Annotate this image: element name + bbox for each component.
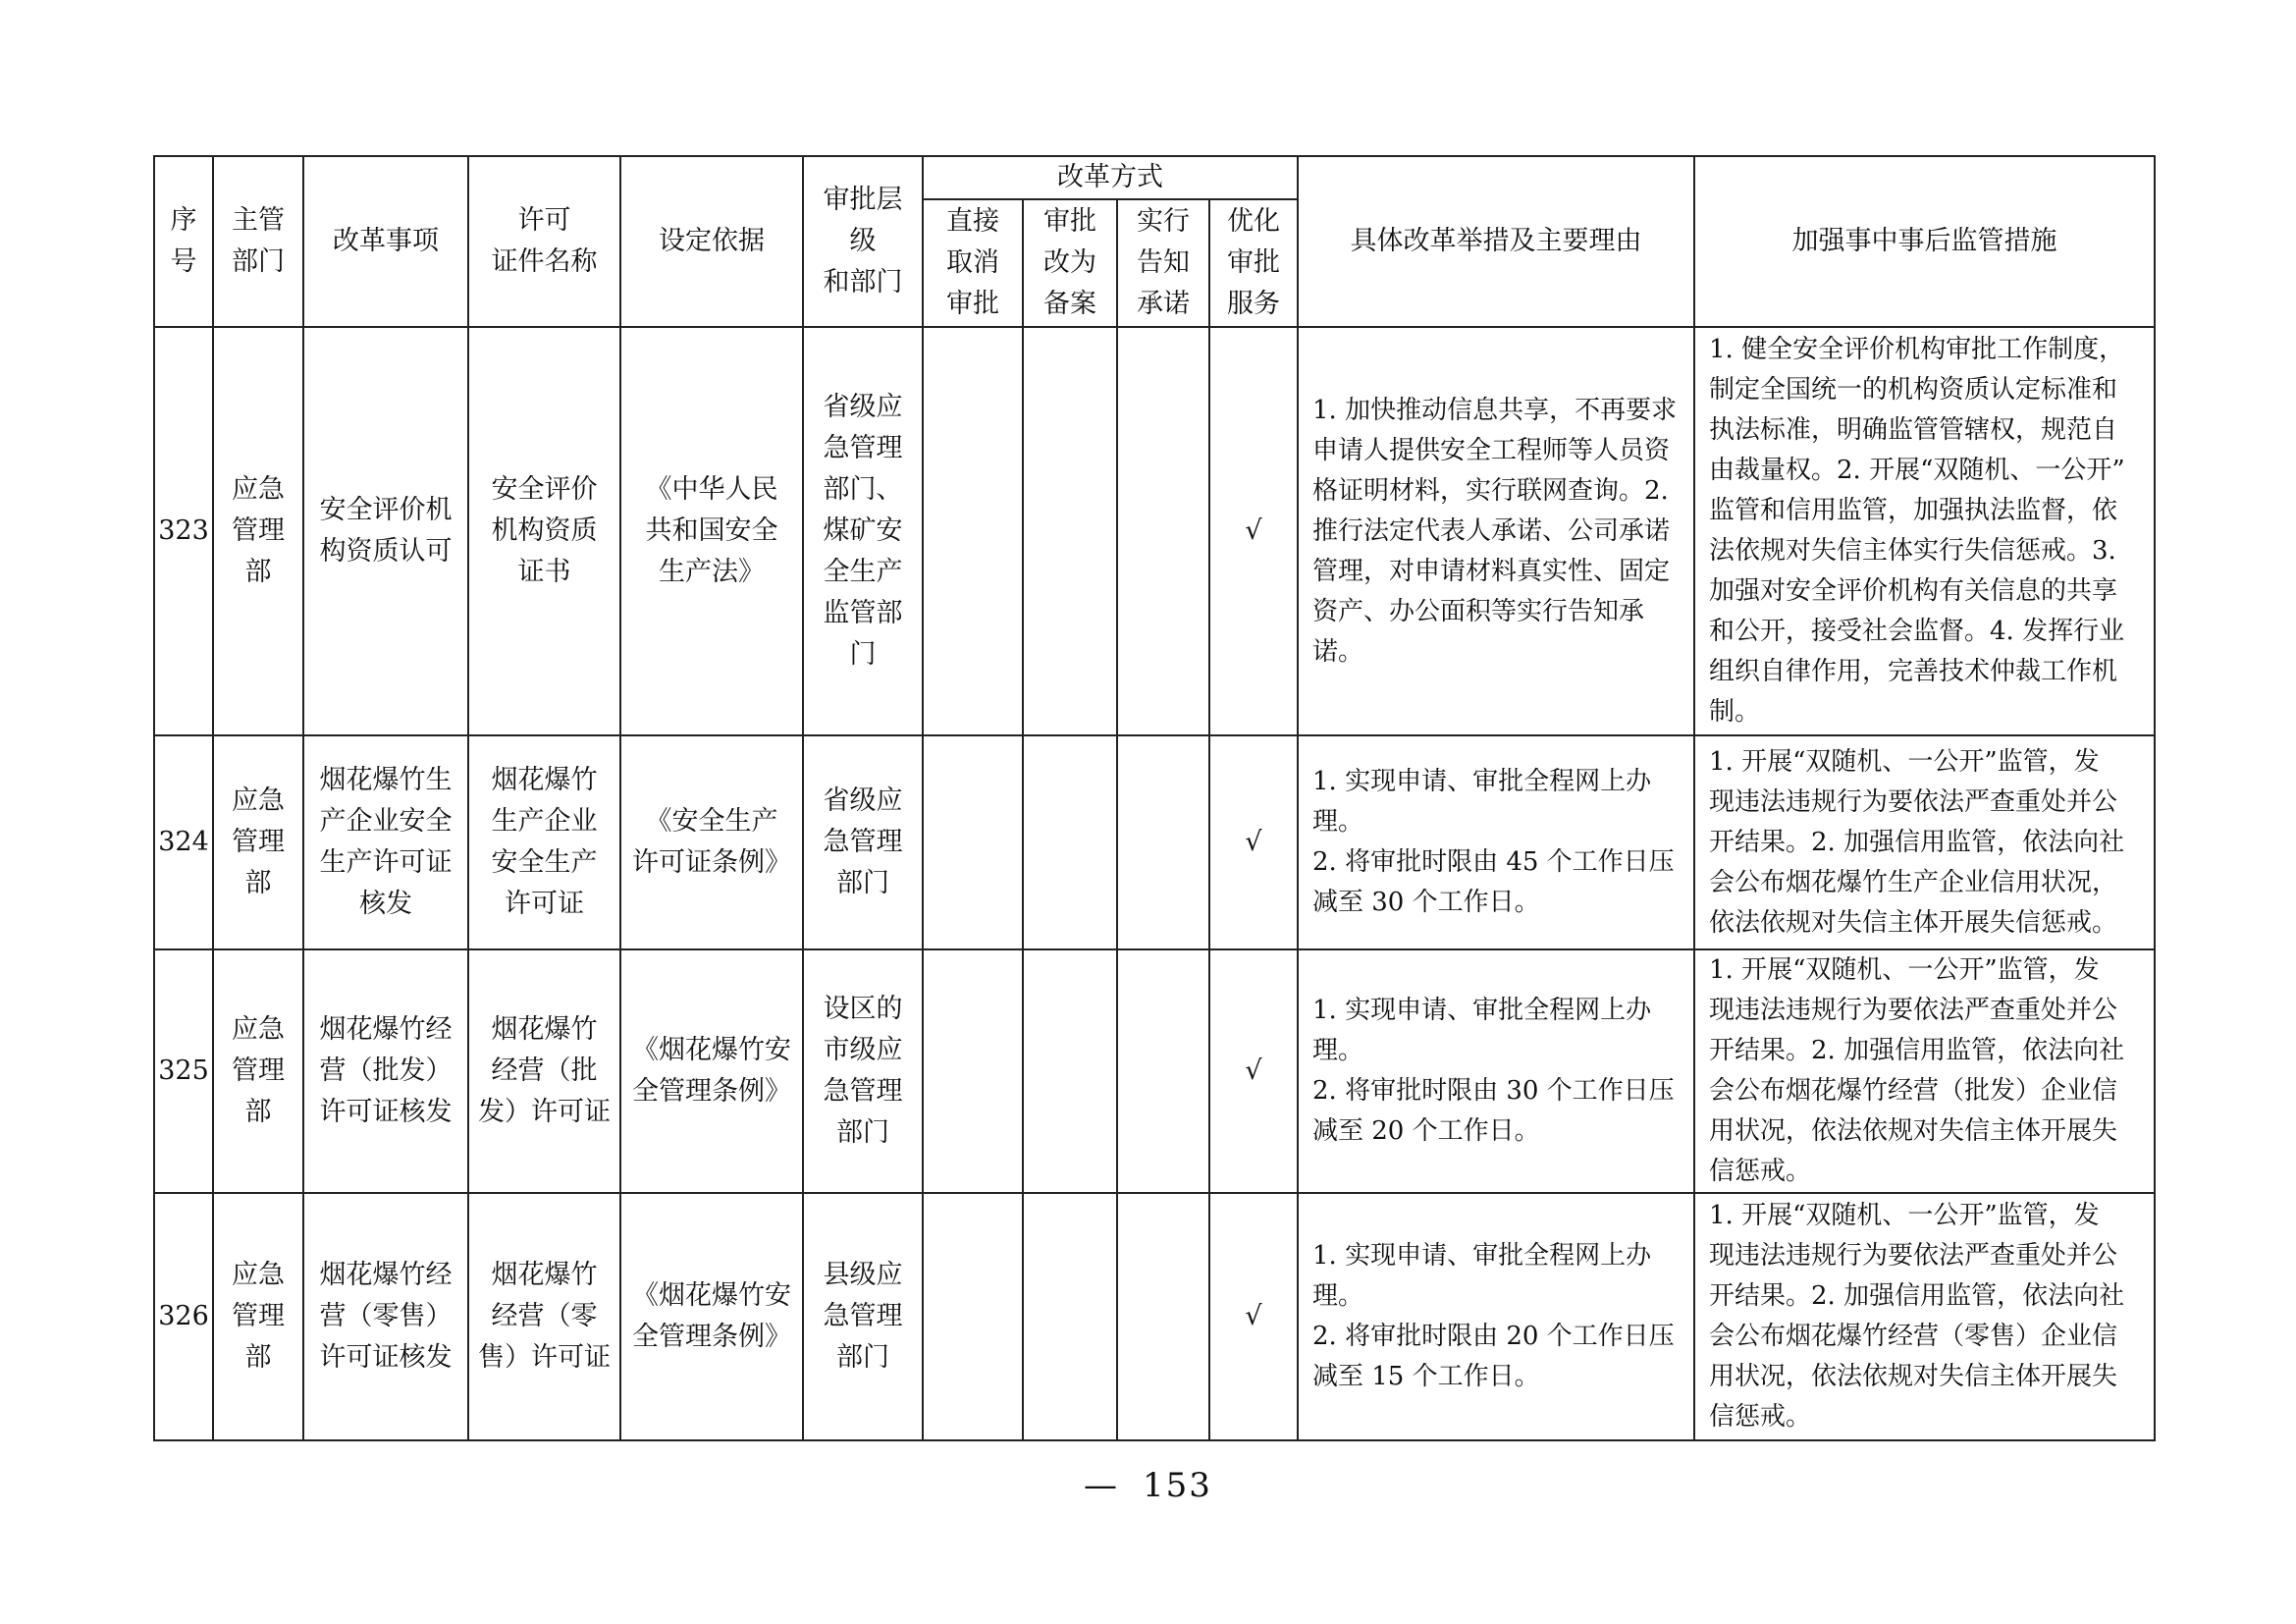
cell-measures: 1. 实现申请、审批全程网上办理。 2. 将审批时限由 30 个工作日压 减至 20 个工作日。	[1298, 949, 1694, 1193]
header-basis: 设定依据	[620, 156, 803, 327]
header-cert: 许可 证件名称	[468, 156, 620, 327]
cell-basis: 《中华人民 共和国安全 生产法》	[620, 327, 803, 735]
header-mode-group: 改革方式	[923, 156, 1298, 199]
page-footer	[0, 1466, 2296, 1505]
cell-mode-cancel	[923, 949, 1023, 1193]
cell-dept: 应急 管理部	[213, 735, 303, 949]
cell-item: 安全评价机 构资质认可	[303, 327, 468, 735]
cell-cert: 烟花爆竹 生产企业 安全生产 许可证	[468, 735, 620, 949]
cell-item: 烟花爆竹经 营（批发） 许可证核发	[303, 949, 468, 1193]
header-dept: 主管 部门	[213, 156, 303, 327]
cell-mode-notify	[1117, 327, 1209, 735]
page-number: 153	[1143, 1466, 1212, 1505]
cell-mode-notify	[1117, 1193, 1209, 1440]
cell-supervision: 1. 开展“双随机、一公开”监管，发 现违法违规行为要依法严查重处并公 开结果。2. 加强信用监管，依法向社 会公布烟花爆竹生产企业信用状况， 依法依规对失信主体开展失信惩戒。	[1694, 735, 2155, 949]
cell-basis: 《安全生产 许可证条例》	[620, 735, 803, 949]
check-mark: √	[1245, 1301, 1262, 1331]
cell-supervision: 1. 开展“双随机、一公开”监管，发 现违法违规行为要依法严查重处并公 开结果。2. 加强信用监管，依法向社 会公布烟花爆竹经营（零售）企业信 用状况，依法依规对失信主体开展失 信惩戒。	[1694, 1193, 2155, 1440]
cell-measures: 1. 实现申请、审批全程网上办理。 2. 将审批时限由 20 个工作日压 减至 15 个工作日。	[1298, 1193, 1694, 1440]
cell-mode-optimize	[1209, 327, 1298, 735]
cell-mode-cancel	[923, 735, 1023, 949]
cell-mode-record	[1023, 1193, 1117, 1440]
cell-cert: 烟花爆竹 经营（零 售）许可证	[468, 1193, 620, 1440]
reform-table	[153, 155, 2156, 1441]
header-measures: 具体改革举措及主要理由	[1298, 156, 1694, 327]
cell-dept: 应急 管理部	[213, 949, 303, 1193]
cell-measures: 1. 加快推动信息共享，不再要求 申请人提供安全工程师等人员资 格证明材料，实行联网查询。2. 推行法定代表人承诺、公司承诺 管理，对申请材料真实性、固定 资产、办公面积等实行告知承诺。	[1298, 327, 1694, 735]
check-mark: √	[1245, 1056, 1262, 1086]
cell-dept: 应急 管理部	[213, 327, 303, 735]
cell-measures: 1. 实现申请、审批全程网上办理。 2. 将审批时限由 45 个工作日压 减至 30 个工作日。	[1298, 735, 1694, 949]
cell-mode-optimize	[1209, 1193, 1298, 1440]
cell-level: 省级应 急管理 部门、 煤矿安 全生产 监管部 门	[803, 327, 923, 735]
header-mode-cancel: 直接 取消 审批	[923, 199, 1023, 327]
cell-cert: 烟花爆竹 经营（批 发）许可证	[468, 949, 620, 1193]
cell-dept: 应急 管理部	[213, 1193, 303, 1440]
cell-level: 省级应 急管理 部门	[803, 735, 923, 949]
check-mark: √	[1245, 827, 1262, 857]
cell-mode-record	[1023, 735, 1117, 949]
footer-dash: —	[1084, 1466, 1120, 1505]
cell-supervision: 1. 健全安全评价机构审批工作制度， 制定全国统一的机构资质认定标准和 执法标准，明确监管管辖权，规范自 由裁量权。2. 开展“双随机、一公开” 监管和信用监管，加强执法监督，依 法依规对失信主体实行失信惩戒。3. 加强对安全评价机构有关信息的共享 和公开，接受社会监督。4. 发挥行业 组织自律作用，完善技术仲裁工作机 制。	[1694, 327, 2155, 735]
header-level: 审批层级 和部门	[803, 156, 923, 327]
cell-seq: 326	[154, 1193, 213, 1440]
cell-level: 县级应 急管理 部门	[803, 1193, 923, 1440]
cell-basis: 《烟花爆竹安 全管理条例》	[620, 949, 803, 1193]
table-row	[154, 1193, 2155, 1440]
cell-mode-notify	[1117, 735, 1209, 949]
check-mark: √	[1245, 515, 1262, 546]
cell-mode-optimize	[1209, 949, 1298, 1193]
header-mode-record: 审批 改为 备案	[1023, 199, 1117, 327]
header-mode-optimize: 优化 审批 服务	[1209, 199, 1298, 327]
cell-level: 设区的 市级应 急管理 部门	[803, 949, 923, 1193]
cell-item: 烟花爆竹生 产企业安全 生产许可证 核发	[303, 735, 468, 949]
cell-mode-record	[1023, 327, 1117, 735]
cell-mode-optimize	[1209, 735, 1298, 949]
cell-mode-notify	[1117, 949, 1209, 1193]
header-seq: 序 号	[154, 156, 213, 327]
table-row	[154, 735, 2155, 949]
header-item: 改革事项	[303, 156, 468, 327]
cell-seq: 325	[154, 949, 213, 1193]
cell-seq: 323	[154, 327, 213, 735]
cell-supervision: 1. 开展“双随机、一公开”监管，发 现违法违规行为要依法严查重处并公 开结果。2. 加强信用监管，依法向社 会公布烟花爆竹经营（批发）企业信 用状况，依法依规对失信主体开展失 信惩戒。	[1694, 949, 2155, 1193]
cell-cert: 安全评价 机构资质 证书	[468, 327, 620, 735]
cell-seq: 324	[154, 735, 213, 949]
cell-mode-cancel	[923, 327, 1023, 735]
cell-mode-cancel	[923, 1193, 1023, 1440]
header-supervision: 加强事中事后监管措施	[1694, 156, 2155, 327]
cell-basis: 《烟花爆竹安 全管理条例》	[620, 1193, 803, 1440]
table-row	[154, 327, 2155, 735]
cell-mode-record	[1023, 949, 1117, 1193]
table-row	[154, 949, 2155, 1193]
header-mode-notify: 实行 告知 承诺	[1117, 199, 1209, 327]
cell-item: 烟花爆竹经 营（零售） 许可证核发	[303, 1193, 468, 1440]
